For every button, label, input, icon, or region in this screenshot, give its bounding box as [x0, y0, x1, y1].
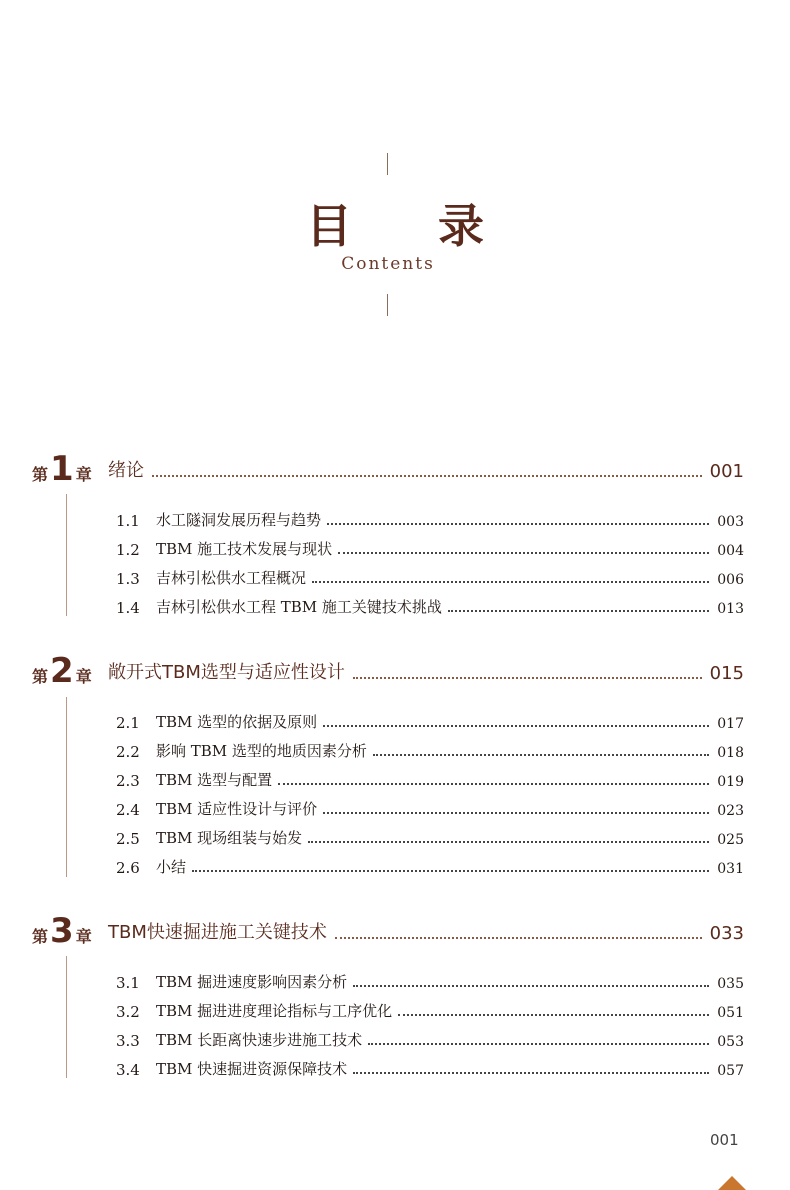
section-title: 吉林引松供水工程概况	[156, 569, 307, 587]
dot-leader	[335, 936, 702, 939]
section-title: TBM 适应性设计与评价	[156, 800, 318, 818]
chapter-3-bar	[66, 956, 67, 1078]
toc-section-entry[interactable]	[116, 826, 744, 848]
section-title: 影响 TBM 选型的地质因素分析	[156, 742, 367, 760]
decorative-line-top	[387, 153, 388, 175]
toc-section-entry[interactable]	[116, 508, 744, 530]
section-number: 2.5	[116, 830, 140, 848]
section-number: 2.6	[116, 859, 140, 877]
dot-leader	[323, 724, 709, 727]
section-page: 057	[717, 1063, 744, 1079]
chapter-prefix: 第	[32, 667, 49, 686]
dot-leader	[278, 782, 709, 785]
dot-leader	[368, 1042, 709, 1045]
section-title: TBM 选型与配置	[156, 771, 273, 789]
section-title: TBM 快速掘进资源保障技术	[156, 1060, 348, 1078]
section-page: 004	[717, 543, 744, 559]
section-number: 3.3	[116, 1032, 140, 1050]
chapter-title: TBM快速掘进施工关键技术	[108, 922, 327, 943]
chapter-label	[32, 449, 108, 489]
dot-leader	[312, 580, 709, 583]
section-title: TBM 长距离快速步进施工技术	[156, 1031, 363, 1049]
chapter-1-bar	[66, 494, 67, 616]
section-page: 031	[717, 861, 744, 877]
chapter-title: 敞开式TBM选型与适应性设计	[108, 662, 345, 683]
section-number: 1.3	[116, 570, 140, 588]
section-page: 025	[717, 832, 744, 848]
section-number: 3.4	[116, 1061, 140, 1079]
section-page: 018	[717, 745, 744, 761]
toc-section-entry[interactable]	[116, 595, 744, 617]
section-page: 013	[717, 601, 744, 617]
section-page: 006	[717, 572, 744, 588]
corner-triangle-icon	[718, 1176, 746, 1190]
chapter-prefix: 第	[32, 465, 49, 484]
section-page: 003	[717, 514, 744, 530]
dot-leader	[353, 676, 702, 679]
section-title: 水工隧洞发展历程与趋势	[156, 511, 322, 529]
chapter-page: 033	[709, 923, 744, 944]
dot-leader	[152, 474, 702, 477]
section-title: TBM 现场组装与始发	[156, 829, 303, 847]
section-number: 2.1	[116, 714, 140, 732]
toc-section-entry[interactable]	[116, 768, 744, 790]
section-page: 023	[717, 803, 744, 819]
toc-section-entry[interactable]	[116, 710, 744, 732]
section-number: 2.4	[116, 801, 140, 819]
chapter-label	[32, 651, 108, 691]
page-subtitle: Contents	[341, 254, 435, 274]
section-page: 019	[717, 774, 744, 790]
chapter-number: 2	[50, 651, 74, 691]
toc-section-entry[interactable]	[116, 855, 744, 877]
footer-page-number: 001	[710, 1131, 739, 1149]
section-number: 1.1	[116, 512, 140, 530]
section-number: 2.2	[116, 743, 140, 761]
section-title: TBM 掘进进度理论指标与工序优化	[156, 1002, 393, 1020]
section-title: TBM 选型的依据及原则	[156, 713, 318, 731]
decorative-line-bottom	[387, 294, 388, 316]
section-number: 1.4	[116, 599, 140, 617]
page-title: 目录	[306, 199, 570, 253]
chapter-2-entry[interactable]	[32, 648, 744, 691]
section-number: 1.2	[116, 541, 140, 559]
dot-leader	[327, 522, 709, 525]
dot-leader	[353, 1071, 709, 1074]
dot-leader	[373, 753, 709, 756]
chapter-3-entry[interactable]	[32, 908, 744, 951]
dot-leader	[353, 984, 709, 987]
section-number: 3.1	[116, 974, 140, 992]
section-page: 017	[717, 716, 744, 732]
toc-section-entry[interactable]	[116, 1057, 744, 1079]
toc-section-entry[interactable]	[116, 566, 744, 588]
toc-section-entry[interactable]	[116, 739, 744, 761]
dot-leader	[448, 609, 709, 612]
dot-leader	[323, 811, 709, 814]
chapter-title: 绪论	[108, 460, 144, 481]
chapter-suffix: 章	[75, 465, 92, 484]
chapter-prefix: 第	[32, 927, 49, 946]
toc-section-entry[interactable]	[116, 1028, 744, 1050]
section-title: 吉林引松供水工程 TBM 施工关键技术挑战	[156, 598, 442, 616]
chapter-2-bar	[66, 697, 67, 877]
section-title: TBM 施工技术发展与现状	[156, 540, 333, 558]
dot-leader	[338, 551, 709, 554]
dot-leader	[398, 1013, 709, 1016]
chapter-1-entry[interactable]	[32, 446, 744, 489]
section-page: 035	[717, 976, 744, 992]
section-page: 053	[717, 1034, 744, 1050]
chapter-page: 001	[709, 461, 744, 482]
toc-section-entry[interactable]	[116, 999, 744, 1021]
section-title: 小结	[156, 858, 187, 876]
chapter-label	[32, 911, 108, 951]
chapter-number: 1	[50, 449, 74, 489]
chapter-page: 015	[709, 663, 744, 684]
toc-section-entry[interactable]	[116, 797, 744, 819]
section-number: 3.2	[116, 1003, 140, 1021]
toc-section-entry[interactable]	[116, 970, 744, 992]
chapter-number: 3	[50, 911, 74, 951]
dot-leader	[308, 840, 709, 843]
chapter-suffix: 章	[75, 927, 92, 946]
section-title: TBM 掘进速度影响因素分析	[156, 973, 348, 991]
section-page: 051	[717, 1005, 744, 1021]
toc-section-entry[interactable]	[116, 537, 744, 559]
chapter-suffix: 章	[75, 667, 92, 686]
section-number: 2.3	[116, 772, 140, 790]
dot-leader	[192, 869, 709, 872]
